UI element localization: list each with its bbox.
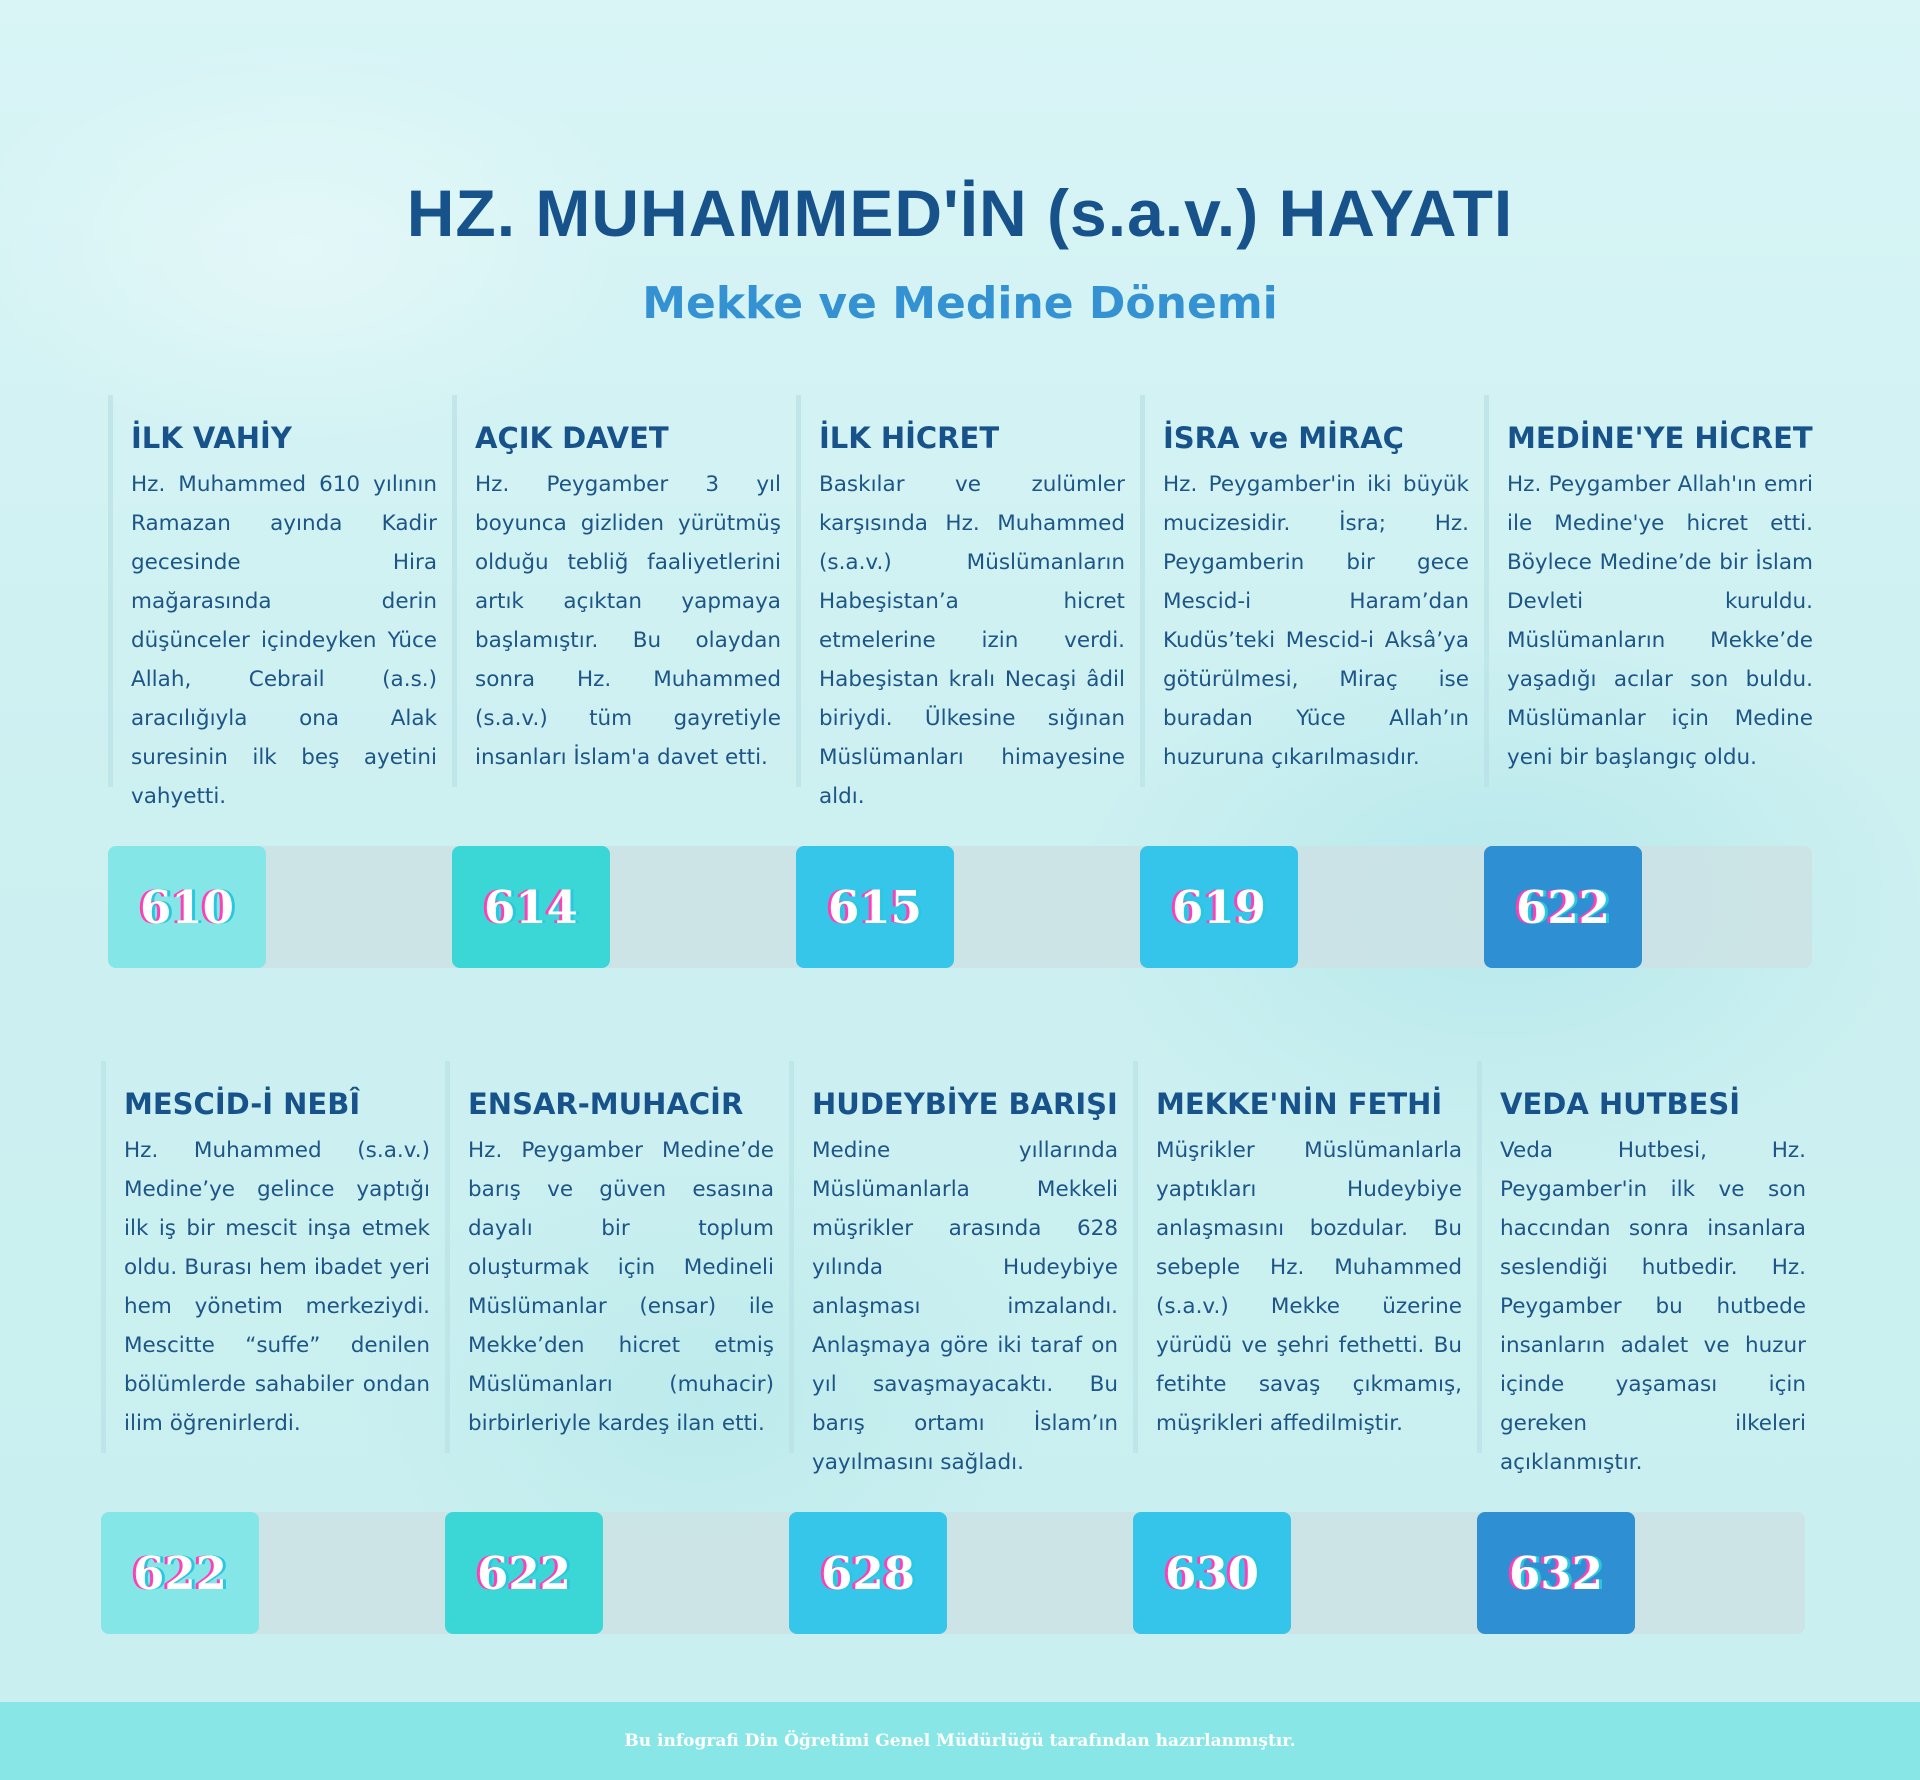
event-description: Hz. Peygamber'in iki büyük mucizesidir. İsra; Hz. Peygamberin bir gece Mescid-i Haram’dan Kudüs’teki Mescid-i Aksâ’ya götürülmesi, Miraç ise buradan Yüce Allah’ın huzuruna çıkarılmasıdır. — [1163, 472, 1469, 770]
year-badge: 622 — [101, 1512, 259, 1634]
event-card-medineye-hicret — [1484, 395, 1828, 787]
event-description: Müşrikler Müslümanlarla yaptıkları Hudeybiye anlaşmasını bozdular. Bu sebeple Hz. Muhammed (s.a.v.) Mekke üzerine yürüdü ve şehri fethetti. Bu fetihte savaş çıkmamış, müşrikleri affedilmiştir. — [1156, 1138, 1462, 1436]
event-card-mescid-i-nebi — [101, 1061, 445, 1453]
event-card-acik-davet — [452, 395, 796, 787]
year-badge: 622 — [1484, 846, 1642, 968]
event-card-ensar-muhacir — [445, 1061, 789, 1453]
event-card-isra-mirac — [1140, 395, 1484, 787]
event-description: Veda Hutbesi, Hz. Peygamber'in ilk ve son haccından sonra insanlara seslendiği hutbedir. Hz. Peygamber bu hutbede insanların adalet ve huzur içinde yaşaması için gereken ilkeleri açıklanmıştır. — [1500, 1138, 1806, 1475]
footer-credit: Bu infografi Din Öğretimi Genel Müdürlüğü tarafından hazırlanmıştır. — [624, 1731, 1296, 1751]
event-description: Medine yıllarında Müslümanlarla Mekkeli müşrikler arasında 628 yılında Hudeybiye anlaşması imzalandı. Anlaşmaya göre iki taraf on yıl savaşmayacaktı. Bu barış ortamı İslam’ın yayılmasını sağladı. — [812, 1138, 1118, 1475]
event-heading: HUDEYBİYE BARIŞI — [812, 1087, 1118, 1121]
event-heading: İLK HİCRET — [819, 421, 1000, 455]
event-heading: MEKKE'NİN FETHİ — [1156, 1087, 1443, 1121]
event-card-hudeybiye-barisi — [789, 1061, 1133, 1475]
event-heading: ENSAR-MUHACİR — [468, 1087, 744, 1121]
year-badge: 630 — [1133, 1512, 1291, 1634]
year-badge: 619 — [1140, 846, 1298, 968]
year-badge: 632 — [1477, 1512, 1635, 1634]
year-badge: 615 — [796, 846, 954, 968]
event-description: Hz. Peygamber Medine’de barış ve güven esasına dayalı bir toplum oluşturmak için Medineli Müslümanlar (ensar) ile Mekke’den hicret etmiş Müslümanları (muhacir) birbirleriyle kardeş ilan etti. — [468, 1138, 774, 1436]
year-badge: 614 — [452, 846, 610, 968]
page-title: HZ. MUHAMMED'İN (s.a.v.) HAYATI — [406, 176, 1514, 250]
event-description: Hz. Muhammed (s.a.v.) Medine’ye gelince yaptığı ilk iş bir mescit inşa etmek oldu. Burası hem ibadet yeri hem yönetim merkeziydi. Mescitte “suffe” denilen bölümlerde sahabiler ondan ilim öğrenirlerdi. — [124, 1138, 430, 1436]
event-heading: VEDA HUTBESİ — [1500, 1087, 1741, 1121]
event-description: Hz. Muhammed 610 yılının Ramazan ayında Kadir gecesinde Hira mağarasında derin düşünceler içindeyken Yüce Allah, Cebrail (a.s.) aracılığıyla ona Alak suresinin ilk beş ayetini vahyetti. — [131, 472, 437, 809]
event-description: Hz. Peygamber Allah'ın emri ile Medine'ye hicret etti. Böylece Medine’de bir İslam Devleti kuruldu. Müslümanların Mekke’de yaşadığı acılar son buldu. Müslümanlar için Medine yeni bir başlangıç oldu. — [1507, 472, 1813, 770]
event-heading: İSRA ve MİRAÇ — [1163, 421, 1404, 455]
timeline-track — [108, 846, 1812, 968]
year-badge: 622 — [445, 1512, 603, 1634]
event-card-mekkenin-fethi — [1133, 1061, 1477, 1453]
event-heading: İLK VAHİY — [131, 421, 292, 455]
footer-bar — [0, 1702, 1920, 1780]
event-card-ilk-vahiy — [108, 395, 452, 809]
event-description: Baskılar ve zulümler karşısında Hz. Muhammed (s.a.v.) Müslümanların Habeşistan’a hicret etmelerine izin verdi. Habeşistan kralı Necaşi âdil biriydi. Ülkesine sığınan Müslümanları himayesine aldı. — [819, 472, 1125, 809]
event-description: Hz. Peygamber 3 yıl boyunca gizliden yürütmüş olduğu tebliğ faaliyetlerini artık açıktan yapmaya başlamıştır. Bu olaydan sonra Hz. Muhammed (s.a.v.) tüm gayretiyle insanları İslam'a davet etti. — [475, 472, 781, 770]
page-subtitle: Mekke ve Medine Dönemi — [642, 278, 1278, 329]
event-card-ilk-hicret — [796, 395, 1140, 809]
event-heading: MEDİNE'YE HİCRET — [1507, 421, 1813, 455]
event-heading: MESCİD-İ NEBÎ — [124, 1087, 361, 1121]
event-heading: AÇIK DAVET — [475, 421, 669, 455]
timeline-track — [101, 1512, 1805, 1634]
year-badge: 610 — [108, 846, 266, 968]
event-card-veda-hutbesi — [1477, 1061, 1821, 1475]
year-badge: 628 — [789, 1512, 947, 1634]
